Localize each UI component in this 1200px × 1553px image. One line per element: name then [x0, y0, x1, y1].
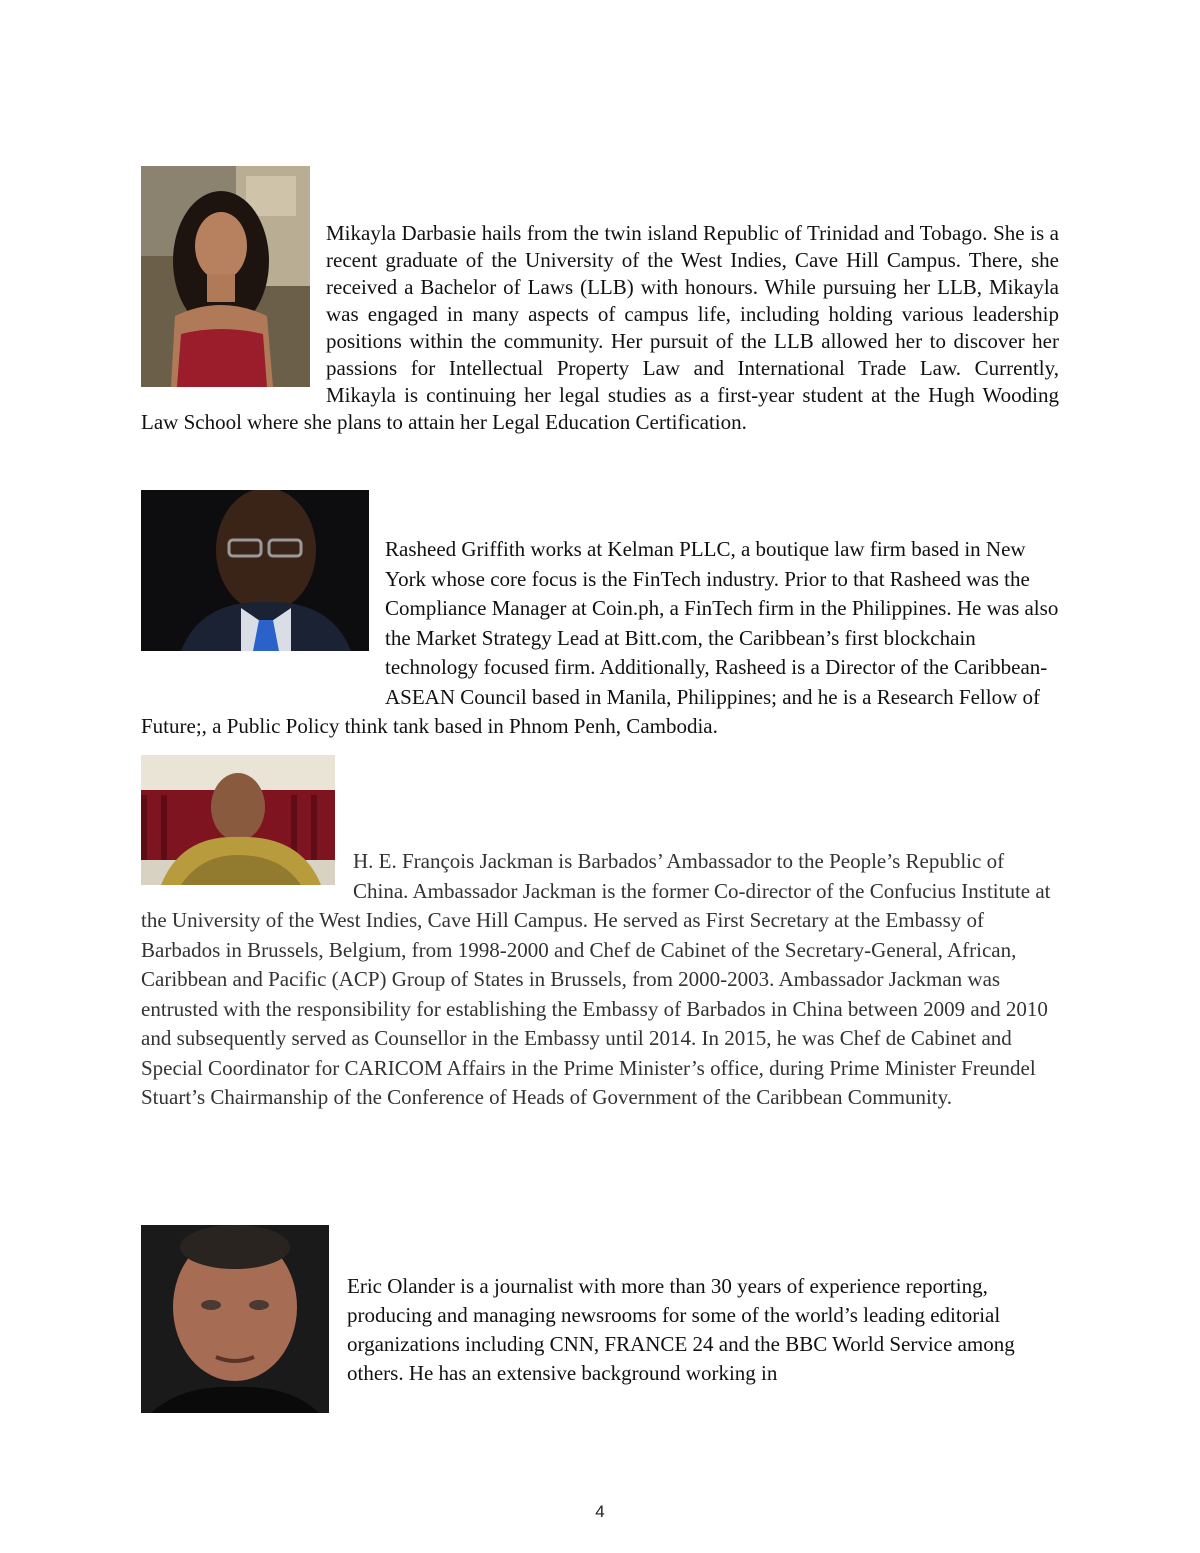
portrait-photo-rasheed-griffith [141, 490, 369, 651]
bio-rasheed-griffith [141, 490, 1059, 742]
portrait-photo-eric-olander [141, 1225, 329, 1413]
page-number: 4 [595, 1502, 605, 1521]
bio-text: Rasheed Griffith works at Kelman PLLC, a boutique law firm based in New York whose core focus is the FinTech industry. Prior to that Rasheed was the Compliance Manager at Coin.ph, a FinTech firm in the Philippines. He was also the Market Strategy Lead at Bitt.com, the Caribbean’s first blockchain technology focused firm. Additionally, Rasheed is a Director of the Caribbean-ASEAN Council based in Manila, Philippines; and he is a Research Fellow of Future;, a Public Policy think tank based in Phnom Penh, Cambodia. [141, 537, 1059, 738]
bio-francois-jackman [141, 755, 1059, 1113]
portrait-photo-mikayla-darbasie [141, 166, 310, 387]
bio-eric-olander [141, 1225, 1059, 1413]
bio-mikayla-darbasie [141, 166, 1059, 436]
bio-text: H. E. François Jackman is Barbados’ Ambassador to the People’s Republic of China. Ambassador Jackman is the former Co-director of the Confucius Institute at the University of the West Indies, Cave Hill Campus. He served as First Secretary at the Embassy of Barbados in Brussels, Belgium, from 1998-2000 and Chef de Cabinet of the Secretary-General, African, Caribbean and Pacific (ACP) Group of States in Brussels, from 2000-2003. Ambassador Jackman was entrusted with the responsibility for establishing the Embassy of Barbados in China between 2009 and 2010 and subsequently served as Counsellor in the Embassy until 2014. In 2015, he was Chef de Cabinet and Special Coordinator for CARICOM Affairs in the Prime Minister’s office, during Prime Minister Freundel Stuart’s Chairmanship of the Conference of Heads of Government of the Caribbean Community. [141, 849, 1051, 1109]
bio-text: Mikayla Darbasie hails from the twin island Republic of Trinidad and Tobago. She is a recent graduate of the University of the West Indies, Cave Hill Campus. There, she received a Bachelor of Laws (LLB) with honours. While pursuing her LLB, Mikayla was engaged in many aspects of campus life, including holding various leadership positions within the community. Her pursuit of the LLB allowed her to discover her passions for Intellectual Property Law and International Trade Law. Currently, Mikayla is continuing her legal studies as a first-year student at the Hugh Wooding Law School where she plans to attain her Legal Education Certification. [141, 221, 1059, 434]
portrait-photo-francois-jackman [141, 755, 335, 885]
bio-text: Eric Olander is a journalist with more than 30 years of experience reporting, producing and managing newsrooms for some of the world’s leading editorial organizations including CNN, FRANCE 24 and the BBC World Service among others. He has an extensive background working in [347, 1274, 1015, 1385]
